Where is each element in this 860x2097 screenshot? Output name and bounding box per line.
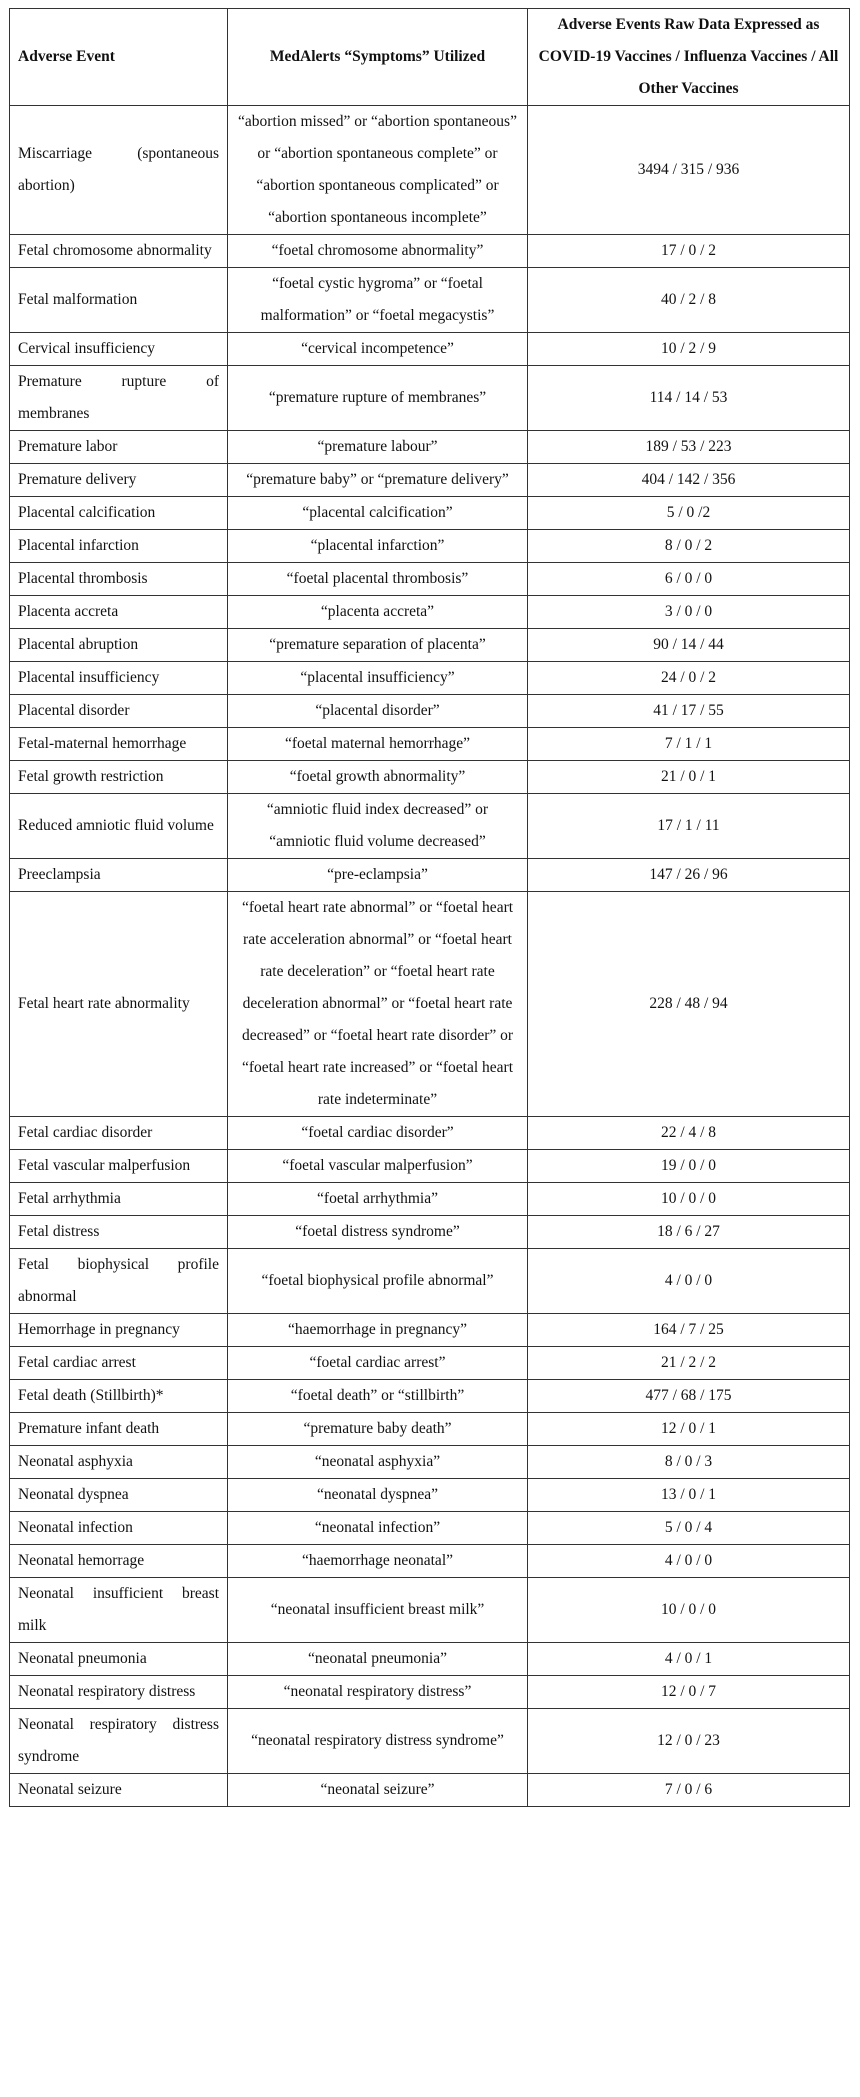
table-row (10, 1774, 850, 1807)
adverse-event-cell: Neonatal hemorrage (10, 1545, 228, 1578)
table-row (10, 1314, 850, 1347)
adverse-event-cell: Preeclampsia (10, 859, 228, 892)
raw-data-cell: 7 / 0 / 6 (528, 1774, 850, 1807)
adverse-event-cell: Premature delivery (10, 464, 228, 497)
raw-data-cell: 8 / 0 / 2 (528, 530, 850, 563)
symptoms-cell: “abortion missed” or “abortion spontaneous” or “abortion spontaneous complete” or “abortion spontaneous complicated” or “abortion spontaneous incomplete” (228, 106, 528, 235)
raw-data-cell: 6 / 0 / 0 (528, 563, 850, 596)
table-row (10, 794, 850, 859)
adverse-events-table (9, 8, 850, 1807)
symptoms-cell: “neonatal pneumonia” (228, 1643, 528, 1676)
adverse-event-cell: Reduced amniotic fluid volume (10, 794, 228, 859)
symptoms-cell: “foetal biophysical profile abnormal” (228, 1249, 528, 1314)
adverse-event-cell: Fetal-maternal hemorrhage (10, 728, 228, 761)
table-row (10, 728, 850, 761)
table-row (10, 1643, 850, 1676)
header-row (10, 9, 850, 106)
table-row (10, 1709, 850, 1774)
adverse-event-cell: Neonatal respiratory distress (10, 1676, 228, 1709)
table-row (10, 1117, 850, 1150)
symptoms-cell: “foetal maternal hemorrhage” (228, 728, 528, 761)
symptoms-cell: “placental disorder” (228, 695, 528, 728)
adverse-event-cell: Fetal malformation (10, 268, 228, 333)
adverse-event-cell: Placental abruption (10, 629, 228, 662)
raw-data-cell: 147 / 26 / 96 (528, 859, 850, 892)
header-adverse-event: Adverse Event (10, 9, 228, 106)
raw-data-cell: 22 / 4 / 8 (528, 1117, 850, 1150)
table-row (10, 859, 850, 892)
adverse-event-cell: Premature rupture of membranes (10, 366, 228, 431)
raw-data-cell: 10 / 0 / 0 (528, 1578, 850, 1643)
symptoms-cell: “foetal vascular malperfusion” (228, 1150, 528, 1183)
table-row (10, 662, 850, 695)
symptoms-cell: “neonatal respiratory distress syndrome” (228, 1709, 528, 1774)
raw-data-cell: 5 / 0 / 4 (528, 1512, 850, 1545)
table-row (10, 1183, 850, 1216)
table-row (10, 1676, 850, 1709)
adverse-event-cell: Neonatal dyspnea (10, 1479, 228, 1512)
raw-data-cell: 12 / 0 / 1 (528, 1413, 850, 1446)
table-row (10, 235, 850, 268)
raw-data-cell: 5 / 0 /2 (528, 497, 850, 530)
symptoms-cell: “foetal placental thrombosis” (228, 563, 528, 596)
symptoms-cell: “placental infarction” (228, 530, 528, 563)
raw-data-cell: 477 / 68 / 175 (528, 1380, 850, 1413)
adverse-event-cell: Hemorrhage in pregnancy (10, 1314, 228, 1347)
header-symptoms: MedAlerts “Symptoms” Utilized (228, 9, 528, 106)
adverse-event-cell: Fetal distress (10, 1216, 228, 1249)
symptoms-cell: “neonatal seizure” (228, 1774, 528, 1807)
table-row (10, 268, 850, 333)
table-row (10, 530, 850, 563)
adverse-event-cell: Fetal death (Stillbirth)* (10, 1380, 228, 1413)
adverse-event-cell: Placental infarction (10, 530, 228, 563)
symptoms-cell: “haemorrhage in pregnancy” (228, 1314, 528, 1347)
symptoms-cell: “foetal chromosome abnormality” (228, 235, 528, 268)
raw-data-cell: 3494 / 315 / 936 (528, 106, 850, 235)
adverse-event-cell: Neonatal infection (10, 1512, 228, 1545)
symptoms-cell: “amniotic fluid index decreased” or “amniotic fluid volume decreased” (228, 794, 528, 859)
table-row (10, 1150, 850, 1183)
adverse-event-cell: Premature infant death (10, 1413, 228, 1446)
table-row (10, 1347, 850, 1380)
table-row (10, 106, 850, 235)
symptoms-cell: “neonatal infection” (228, 1512, 528, 1545)
symptoms-cell: “pre-eclampsia” (228, 859, 528, 892)
adverse-event-cell: Fetal biophysical profile abnormal (10, 1249, 228, 1314)
symptoms-cell: “neonatal dyspnea” (228, 1479, 528, 1512)
symptoms-cell: “foetal cystic hygroma” or “foetal malformation” or “foetal megacystis” (228, 268, 528, 333)
symptoms-cell: “premature separation of placenta” (228, 629, 528, 662)
symptoms-cell: “foetal growth abnormality” (228, 761, 528, 794)
symptoms-cell: “placental calcification” (228, 497, 528, 530)
adverse-event-cell: Neonatal respiratory distress syndrome (10, 1709, 228, 1774)
table-body (10, 106, 850, 1807)
table-row (10, 1545, 850, 1578)
table-row (10, 366, 850, 431)
symptoms-cell: “foetal arrhythmia” (228, 1183, 528, 1216)
raw-data-cell: 4 / 0 / 0 (528, 1545, 850, 1578)
raw-data-cell: 41 / 17 / 55 (528, 695, 850, 728)
symptoms-cell: “haemorrhage neonatal” (228, 1545, 528, 1578)
symptoms-cell: “placenta accreta” (228, 596, 528, 629)
raw-data-cell: 404 / 142 / 356 (528, 464, 850, 497)
adverse-event-cell: Neonatal asphyxia (10, 1446, 228, 1479)
symptoms-cell: “neonatal respiratory distress” (228, 1676, 528, 1709)
raw-data-cell: 12 / 0 / 7 (528, 1676, 850, 1709)
raw-data-cell: 4 / 0 / 0 (528, 1249, 850, 1314)
symptoms-cell: “foetal cardiac disorder” (228, 1117, 528, 1150)
raw-data-cell: 189 / 53 / 223 (528, 431, 850, 464)
adverse-event-cell: Placental calcification (10, 497, 228, 530)
table-row (10, 695, 850, 728)
table-row (10, 1479, 850, 1512)
adverse-event-cell: Fetal heart rate abnormality (10, 892, 228, 1117)
adverse-event-cell: Miscarriage (spontaneous abortion) (10, 106, 228, 235)
adverse-event-cell: Placental thrombosis (10, 563, 228, 596)
adverse-event-cell: Neonatal insufficient breast milk (10, 1578, 228, 1643)
raw-data-cell: 24 / 0 / 2 (528, 662, 850, 695)
table-row (10, 1512, 850, 1545)
symptoms-cell: “foetal distress syndrome” (228, 1216, 528, 1249)
adverse-event-cell: Fetal vascular malperfusion (10, 1150, 228, 1183)
raw-data-cell: 18 / 6 / 27 (528, 1216, 850, 1249)
table-row (10, 333, 850, 366)
adverse-event-cell: Fetal arrhythmia (10, 1183, 228, 1216)
adverse-event-cell: Fetal chromosome abnormality (10, 235, 228, 268)
table-row (10, 431, 850, 464)
table-row (10, 563, 850, 596)
adverse-event-cell: Placental insufficiency (10, 662, 228, 695)
table-row (10, 1413, 850, 1446)
adverse-event-cell: Fetal growth restriction (10, 761, 228, 794)
table-row (10, 1249, 850, 1314)
adverse-event-cell: Cervical insufficiency (10, 333, 228, 366)
raw-data-cell: 90 / 14 / 44 (528, 629, 850, 662)
adverse-event-cell: Premature labor (10, 431, 228, 464)
symptoms-cell: “neonatal insufficient breast milk” (228, 1578, 528, 1643)
adverse-event-cell: Fetal cardiac arrest (10, 1347, 228, 1380)
table-row (10, 1380, 850, 1413)
adverse-event-cell: Placenta accreta (10, 596, 228, 629)
adverse-event-cell: Neonatal pneumonia (10, 1643, 228, 1676)
adverse-event-cell: Neonatal seizure (10, 1774, 228, 1807)
raw-data-cell: 12 / 0 / 23 (528, 1709, 850, 1774)
symptoms-cell: “premature baby” or “premature delivery” (228, 464, 528, 497)
table-row (10, 629, 850, 662)
raw-data-cell: 13 / 0 / 1 (528, 1479, 850, 1512)
table-row (10, 596, 850, 629)
symptoms-cell: “foetal death” or “stillbirth” (228, 1380, 528, 1413)
raw-data-cell: 164 / 7 / 25 (528, 1314, 850, 1347)
table-row (10, 761, 850, 794)
table-row (10, 1446, 850, 1479)
symptoms-cell: “premature baby death” (228, 1413, 528, 1446)
raw-data-cell: 3 / 0 / 0 (528, 596, 850, 629)
table-row (10, 1216, 850, 1249)
raw-data-cell: 40 / 2 / 8 (528, 268, 850, 333)
raw-data-cell: 10 / 2 / 9 (528, 333, 850, 366)
table-row (10, 1578, 850, 1643)
symptoms-cell: “cervical incompetence” (228, 333, 528, 366)
raw-data-cell: 21 / 2 / 2 (528, 1347, 850, 1380)
symptoms-cell: “placental insufficiency” (228, 662, 528, 695)
raw-data-cell: 8 / 0 / 3 (528, 1446, 850, 1479)
symptoms-cell: “foetal heart rate abnormal” or “foetal heart rate acceleration abnormal” or “foetal heart rate deceleration” or “foetal heart rate deceleration abnormal” or “foetal heart rate decreased” or “foetal heart rate disorder” or “foetal heart rate increased” or “foetal heart rate indeterminate” (228, 892, 528, 1117)
raw-data-cell: 7 / 1 / 1 (528, 728, 850, 761)
raw-data-cell: 21 / 0 / 1 (528, 761, 850, 794)
adverse-event-cell: Placental disorder (10, 695, 228, 728)
table-row (10, 497, 850, 530)
raw-data-cell: 10 / 0 / 0 (528, 1183, 850, 1216)
raw-data-cell: 17 / 0 / 2 (528, 235, 850, 268)
table-row (10, 464, 850, 497)
raw-data-cell: 228 / 48 / 94 (528, 892, 850, 1117)
adverse-event-cell: Fetal cardiac disorder (10, 1117, 228, 1150)
header-raw-data: Adverse Events Raw Data Expressed as COVID-19 Vaccines / Influenza Vaccines / All Other Vaccines (528, 9, 850, 106)
symptoms-cell: “premature rupture of membranes” (228, 366, 528, 431)
raw-data-cell: 19 / 0 / 0 (528, 1150, 850, 1183)
raw-data-cell: 114 / 14 / 53 (528, 366, 850, 431)
table-row (10, 892, 850, 1117)
raw-data-cell: 17 / 1 / 11 (528, 794, 850, 859)
symptoms-cell: “premature labour” (228, 431, 528, 464)
symptoms-cell: “neonatal asphyxia” (228, 1446, 528, 1479)
symptoms-cell: “foetal cardiac arrest” (228, 1347, 528, 1380)
raw-data-cell: 4 / 0 / 1 (528, 1643, 850, 1676)
